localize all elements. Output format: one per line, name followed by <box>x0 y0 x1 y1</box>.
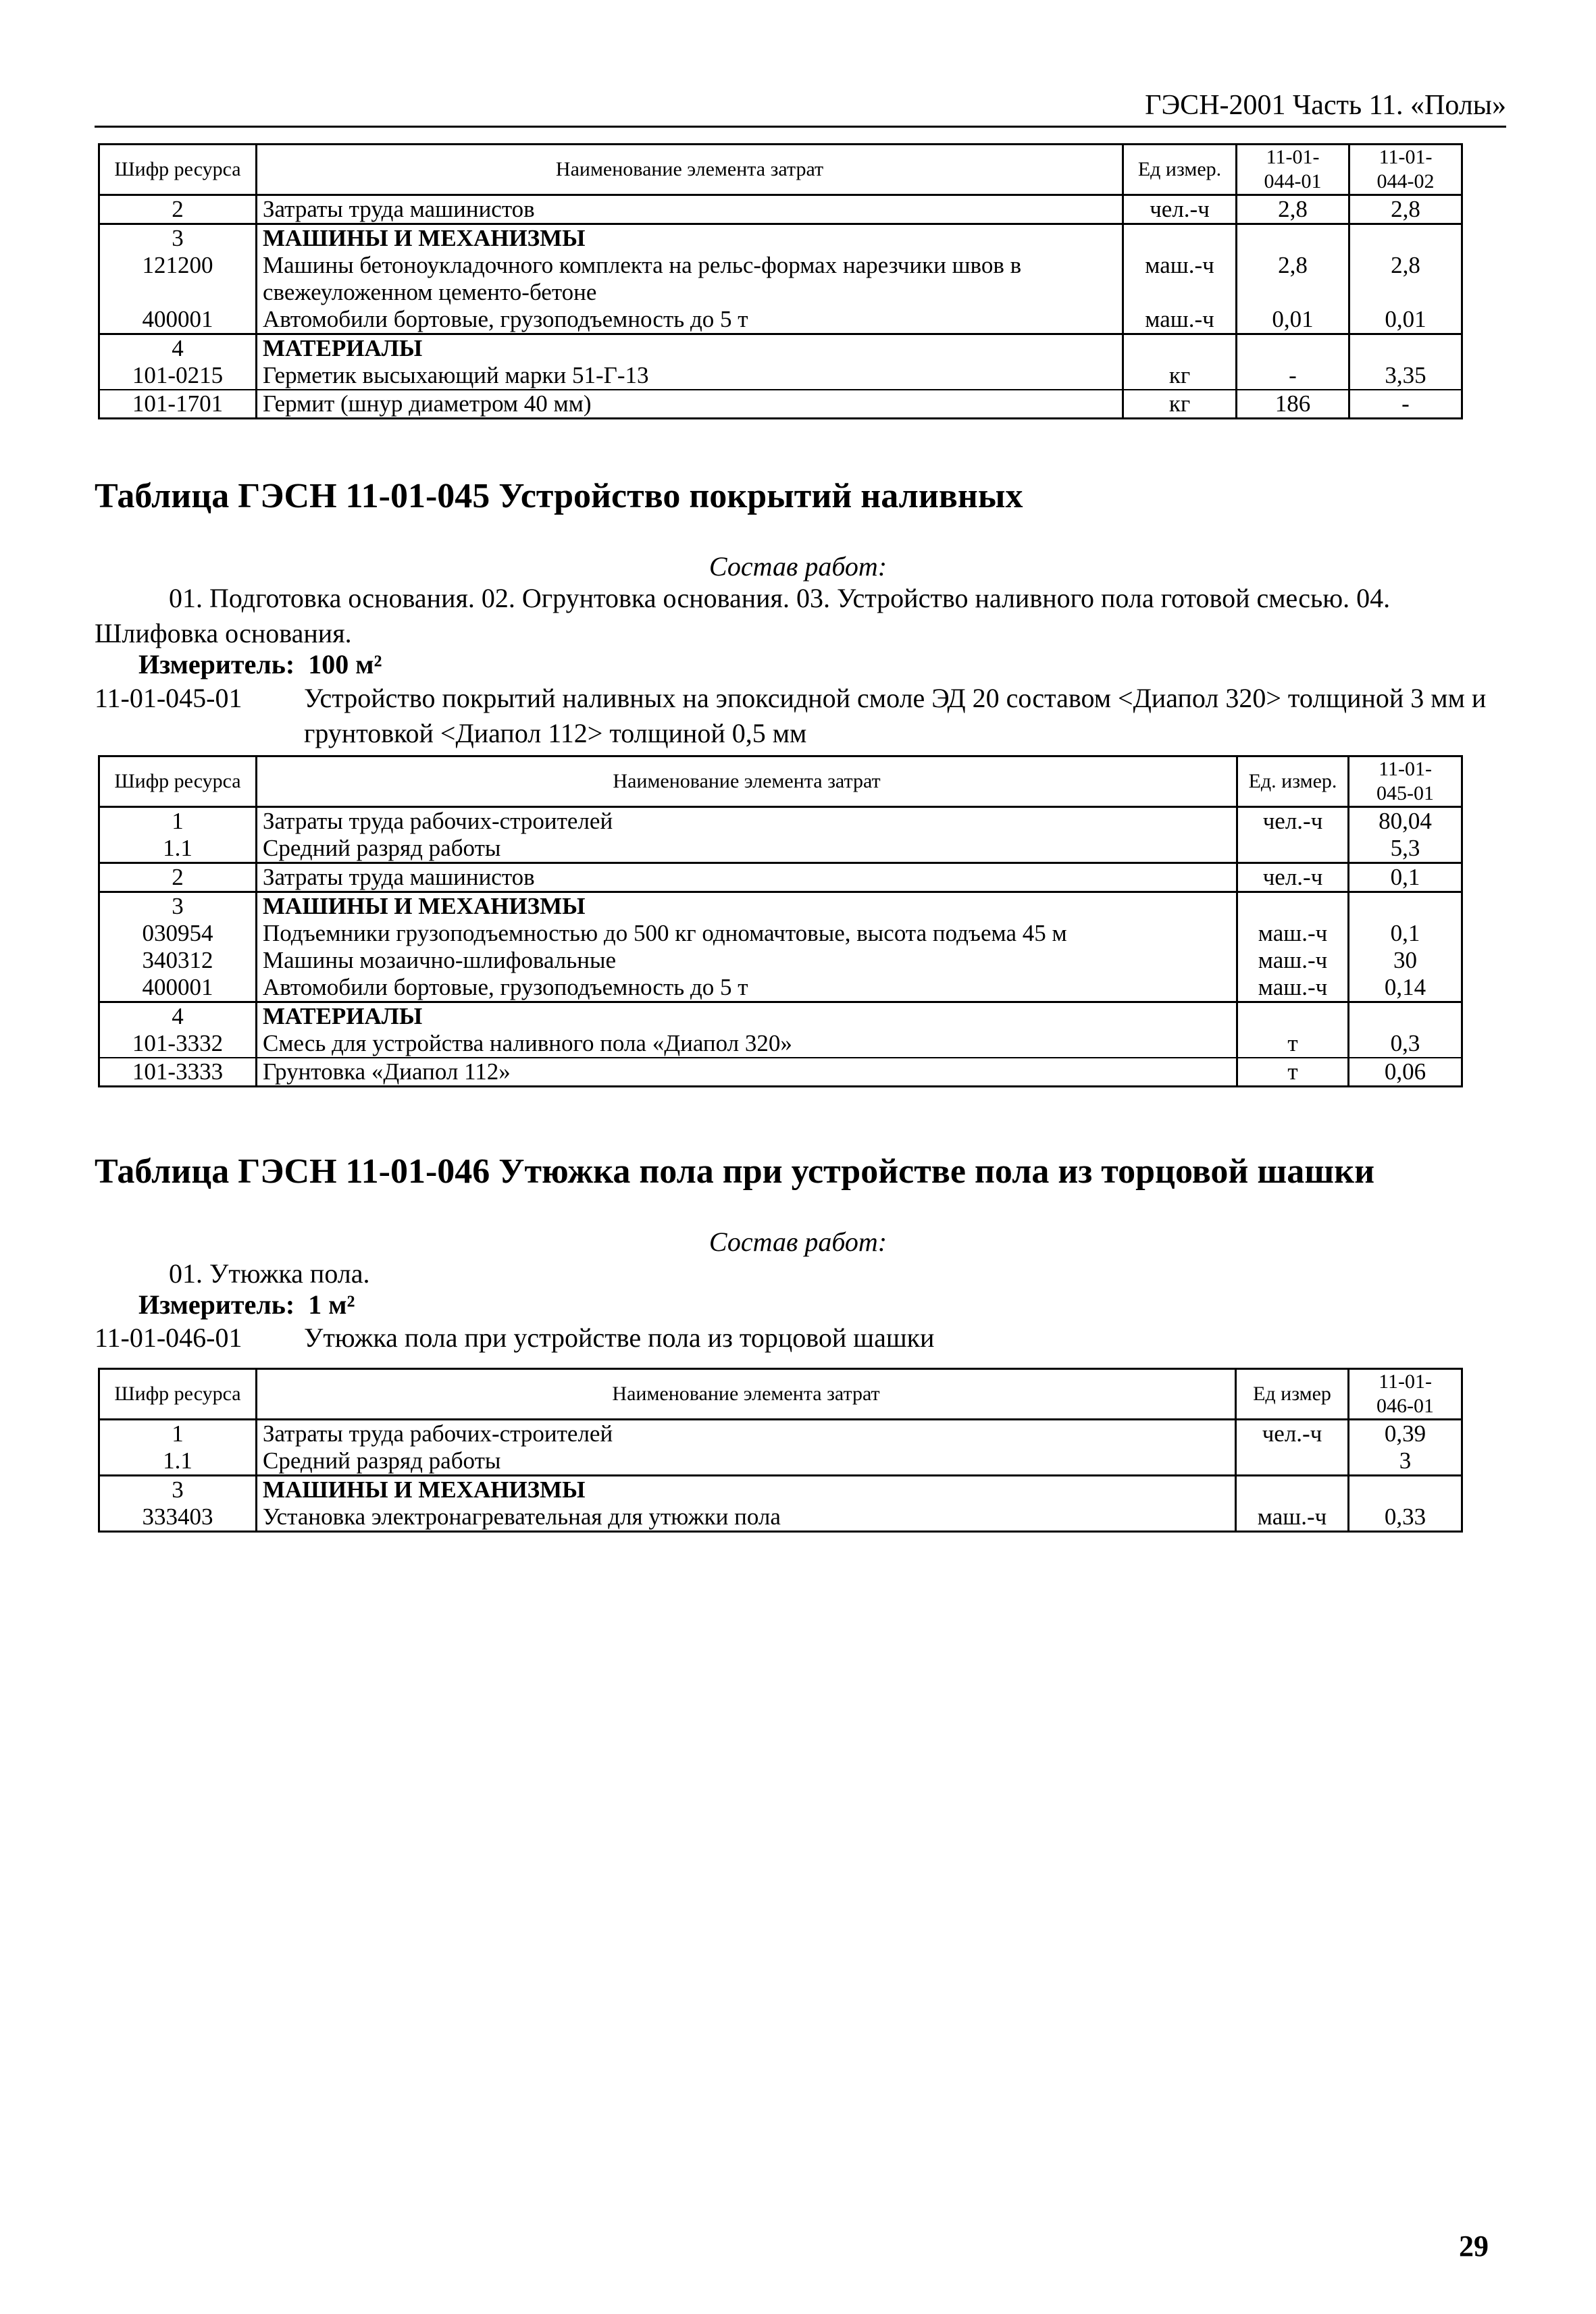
table-row <box>99 224 1462 253</box>
row-unit: маш.-ч <box>1123 252 1237 306</box>
table-row <box>99 1030 1462 1058</box>
table-title-046: Таблица ГЭСН 11-01-046 Утюжка пола при устройстве пола из торцовой шашки <box>95 1152 1375 1191</box>
row-unit <box>1237 835 1349 863</box>
row-value: 186 <box>1237 390 1349 419</box>
row-code: 400001 <box>99 306 257 334</box>
table-row <box>99 1002 1462 1031</box>
row-name: Затраты труда рабочих-строителей <box>257 807 1237 835</box>
row-value <box>1349 1002 1462 1031</box>
row-value: 3 <box>1349 1447 1462 1476</box>
row-unit: чел.-ч <box>1123 195 1237 224</box>
row-value <box>1349 224 1462 253</box>
row-value: 0,3 <box>1349 1030 1462 1058</box>
row-unit: маш.-ч <box>1237 920 1349 947</box>
row-name: Смесь для устройства наливного пола «Диапол 320» <box>257 1030 1237 1058</box>
row-code: 3 <box>99 892 257 921</box>
row-unit <box>1237 892 1349 921</box>
table-row <box>99 195 1462 224</box>
table-header-row <box>99 756 1462 807</box>
row-value <box>1349 1476 1462 1504</box>
row-name: Автомобили бортовые, грузоподъемность до 5 т <box>257 974 1237 1002</box>
row-code: 340312 <box>99 947 257 974</box>
table-row <box>99 1476 1462 1504</box>
row-name: МАТЕРИАЛЫ <box>257 1002 1237 1031</box>
composition-label: Состав работ: <box>709 551 887 582</box>
row-code: 1.1 <box>99 835 257 863</box>
table-row <box>99 362 1462 390</box>
row-unit: маш.-ч <box>1237 947 1349 974</box>
row-value: 0,1 <box>1390 920 1420 946</box>
table-header-row <box>99 1369 1462 1420</box>
row-code: 2 <box>99 195 257 224</box>
row-code: 121200 <box>99 252 257 306</box>
row-name: Гермит (шнур диаметром 40 мм) <box>257 390 1123 419</box>
header-unit: Ед измер <box>1236 1369 1349 1420</box>
row-value <box>1349 334 1462 363</box>
row-value: 0,14 <box>1349 974 1462 1002</box>
row-value: - <box>1237 362 1349 390</box>
meter-label: Измеритель: <box>138 1289 295 1320</box>
row-value: 80,04 <box>1379 808 1432 834</box>
row-code: 030954 <box>99 920 257 947</box>
row-value: 2,8 <box>1237 252 1349 306</box>
works-list: 01. Подготовка основания. 02. Огрунтовка основания. 03. Устройство наливного пола готовой смесью. 04. Шлифовка основания. <box>95 583 1391 648</box>
meter-label: Измеритель: <box>138 649 295 679</box>
row-value: 0,01 <box>1349 306 1462 334</box>
header-code: Шифр ресурса <box>99 145 257 195</box>
row-name: Герметик высыхающий марки 51-Г-13 <box>257 362 1123 390</box>
row-code: 1 <box>99 807 257 835</box>
row-value: 30 <box>1393 947 1417 973</box>
row-name: МАШИНЫ И МЕХАНИЗМЫ <box>257 224 1123 253</box>
row-name: МАШИНЫ И МЕХАНИЗМЫ <box>257 1476 1236 1504</box>
row-unit: маш.-ч <box>1237 974 1349 1002</box>
meter-line <box>138 648 382 680</box>
row-unit: чел.-ч <box>1236 1420 1349 1448</box>
item-code: 11-01-045-01 <box>95 683 242 713</box>
row-value: 2,8 <box>1349 195 1462 224</box>
row-value <box>1237 334 1349 363</box>
row-name: Средний разряд работы <box>257 1447 1236 1476</box>
header-code: Шифр ресурса <box>99 1369 257 1420</box>
row-value: 0,39 <box>1384 1420 1426 1447</box>
row-code: 4 <box>99 1002 257 1031</box>
resource-table-044 <box>98 143 1463 419</box>
row-code: 1 <box>99 1420 257 1448</box>
header-col1: 11-01- 046-01 <box>1349 1369 1462 1420</box>
table-row <box>99 920 1462 947</box>
row-code: 2 <box>99 863 257 892</box>
row-unit: кг <box>1123 362 1237 390</box>
row-value: 5,3 <box>1349 835 1462 863</box>
row-name: МАТЕРИАЛЫ <box>257 334 1123 363</box>
table-row <box>99 252 1462 306</box>
header-unit: Ед измер. <box>1123 145 1237 195</box>
row-code: 101-0215 <box>99 362 257 390</box>
row-code: 101-3332 <box>99 1030 257 1058</box>
table-row <box>99 892 1462 921</box>
row-name: Установка электронагревательная для утюжки пола <box>257 1503 1236 1532</box>
table-row <box>99 835 1462 863</box>
row-name: Автомобили бортовые, грузоподъемность до 5 т <box>257 306 1123 334</box>
row-value: 2,8 <box>1391 252 1420 278</box>
row-unit: маш.-ч <box>1236 1503 1349 1532</box>
header-name: Наименование элемента затрат <box>257 1369 1236 1420</box>
resource-table-045 <box>98 755 1463 1087</box>
header-col1: 11-01- 044-01 <box>1237 145 1349 195</box>
row-unit <box>1236 1476 1349 1504</box>
row-unit <box>1123 224 1237 253</box>
row-name: Подъемники грузоподъемностью до 500 кг одномачтовые, высота подъема 45 м <box>257 920 1237 947</box>
table-row <box>99 1058 1462 1087</box>
row-code: 4 <box>99 334 257 363</box>
table-row <box>99 1447 1462 1476</box>
header-col1: 11-01- 045-01 <box>1349 756 1462 807</box>
row-name: Затраты труда машинистов <box>257 195 1123 224</box>
row-code: 101-3333 <box>99 1058 257 1087</box>
works-list: 01. Утюжка пола. <box>169 1258 370 1289</box>
header-unit: Ед. измер. <box>1237 756 1349 807</box>
row-code: 400001 <box>99 974 257 1002</box>
meter-value: 100 м² <box>308 649 382 679</box>
table-row <box>99 1503 1462 1532</box>
row-code: 3 <box>99 224 257 253</box>
row-unit: кг <box>1123 390 1237 419</box>
row-value: 0,33 <box>1384 1503 1426 1530</box>
row-code: 3 <box>99 1476 257 1504</box>
resource-table-046 <box>98 1368 1463 1533</box>
item-line <box>95 681 1506 751</box>
row-code: 333403 <box>99 1503 257 1532</box>
page-number: 29 <box>1459 2230 1489 2263</box>
header-name: Наименование элемента затрат <box>257 756 1237 807</box>
table-row <box>99 974 1462 1002</box>
header-code: Шифр ресурса <box>99 756 257 807</box>
meter-line <box>138 1289 355 1320</box>
item-description: Утюжка пола при устройстве пола из торцовой шашки <box>304 1322 935 1353</box>
row-value: - <box>1401 390 1410 417</box>
table-row <box>99 334 1462 363</box>
row-unit: маш.-ч <box>1123 306 1237 334</box>
row-code: 1.1 <box>99 1447 257 1476</box>
row-name: Средний разряд работы <box>257 835 1237 863</box>
row-name: Машины бетоноукладочного комплекта на рельс-формах нарезчики швов в свежеуложенном цементо-бетоне <box>257 252 1123 306</box>
row-value: 0,1 <box>1349 863 1462 892</box>
row-unit: чел.-ч <box>1237 863 1349 892</box>
item-description: Устройство покрытий наливных на эпоксидной смоле ЭД 20 составом <Диапол 320> толщиной 3 мм и грунтовкой <Диапол 112> толщиной 0,5 мм <box>304 683 1487 748</box>
row-name: Затраты труда машинистов <box>257 863 1237 892</box>
row-code: 101-1701 <box>99 390 257 419</box>
row-unit: т <box>1237 1058 1349 1087</box>
row-name: Грунтовка «Диапол 112» <box>257 1058 1237 1087</box>
composition-label: Состав работ: <box>709 1227 887 1257</box>
row-unit <box>1236 1447 1349 1476</box>
table-row <box>99 863 1462 892</box>
row-name: Затраты труда рабочих-строителей <box>257 1420 1236 1448</box>
table-title-045: Таблица ГЭСН 11-01-045 Устройство покрытий наливных <box>95 477 1023 515</box>
row-value <box>1349 892 1462 921</box>
row-name: Машины мозаично-шлифовальные <box>257 947 1237 974</box>
row-value: 2,8 <box>1237 195 1349 224</box>
row-name: МАШИНЫ И МЕХАНИЗМЫ <box>257 892 1237 921</box>
running-header: ГЭСН-2001 Часть 11. «Полы» <box>95 88 1506 128</box>
row-unit: т <box>1237 1030 1349 1058</box>
table-row <box>99 947 1462 974</box>
row-unit: чел.-ч <box>1237 807 1349 835</box>
header-col2: 11-01- 044-02 <box>1349 145 1462 195</box>
table-row <box>99 390 1462 419</box>
table-header-row <box>99 145 1462 195</box>
header-name: Наименование элемента затрат <box>257 145 1123 195</box>
table-row <box>99 306 1462 334</box>
meter-value: 1 м² <box>308 1289 355 1320</box>
row-unit <box>1123 334 1237 363</box>
row-unit <box>1237 1002 1349 1031</box>
row-value: 0,06 <box>1384 1058 1426 1085</box>
item-line <box>95 1320 1506 1356</box>
row-value: 3,35 <box>1349 362 1462 390</box>
item-code: 11-01-046-01 <box>95 1322 242 1353</box>
row-value: 0,01 <box>1237 306 1349 334</box>
row-value <box>1237 224 1349 253</box>
table-row <box>99 1420 1462 1448</box>
table-row <box>99 807 1462 835</box>
